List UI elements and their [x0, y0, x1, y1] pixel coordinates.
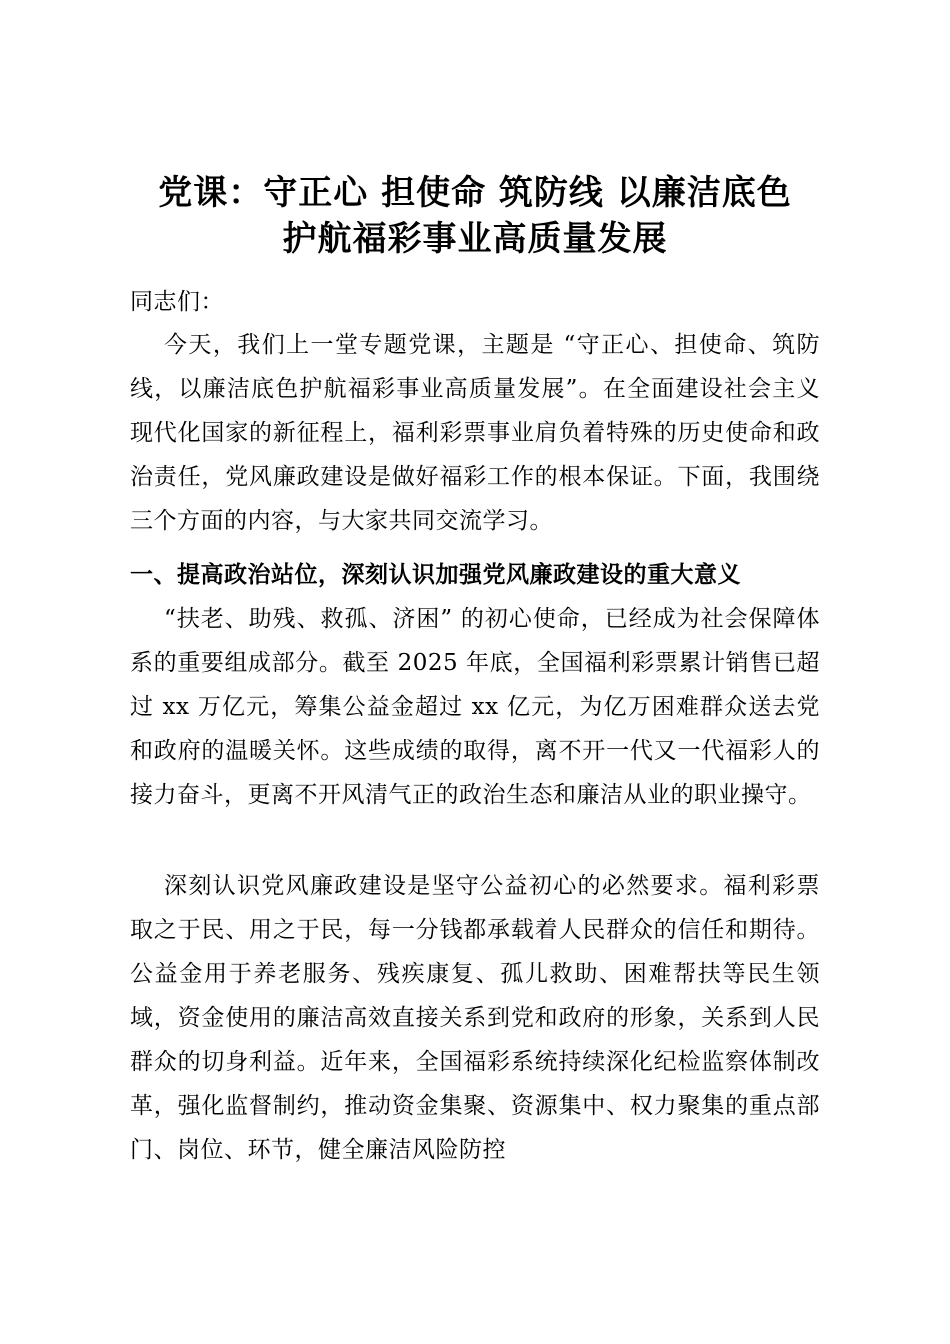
paragraph-integrity: 深刻认识党风廉政建设是坚守公益初心的必然要求。福利彩票取之于民、用之于民，每一分钱都承载着人民群众的信任和期待。公益金用于养老服务、残疾康复、孤儿救助、困难帮扶等民生领域，资金使用的廉洁高效直接关系到党和政府的形象，关系到人民群众的切身利益。近年来，全国福彩系统持续深化纪检监察体制改革，强化监督制约，推动资金集聚、资源集中、权力聚集的重点部门、岗位、环节，健全廉洁风险防控: [130, 873, 820, 1163]
document-title-line-2: 护航福彩事业高质量发展: [282, 219, 668, 259]
document-title-line-1: 党课：守正心 担使命 筑防线 以廉洁底色: [158, 173, 792, 213]
salutation: 同志们：: [130, 289, 224, 315]
paragraph-intro: 今天，我们上一堂专题党课，主题是 “守正心、担使命、筑防线，以廉洁底色护航福彩事业高质量发展”。在全面建设社会主义现代化国家的新征程上，福利彩票事业肩负着特殊的历史使命和政治责任，党风廉政建设是做好福彩工作的根本保证。下面，我围绕三个方面的内容，与大家共同交流学习。: [130, 332, 820, 534]
section-heading-1: 一、提高政治站位，深刻认识加强党风廉政建设的重大意义: [130, 561, 741, 588]
paragraph-mission: “扶老、助残、救孤、济困” 的初心使命，已经成为社会保障体系的重要组成部分。截至 2025 年底，全国福利彩票累计销售已超过 xx 万亿元，筹集公益金超过 xx 亿元，为亿万困难群众送去党和政府的温暖关怀。这些成绩的取得，离不开一代又一代福彩人的接力奋斗，更离不开风清气正的政治生态和廉洁从业的职业操守。: [130, 606, 820, 808]
